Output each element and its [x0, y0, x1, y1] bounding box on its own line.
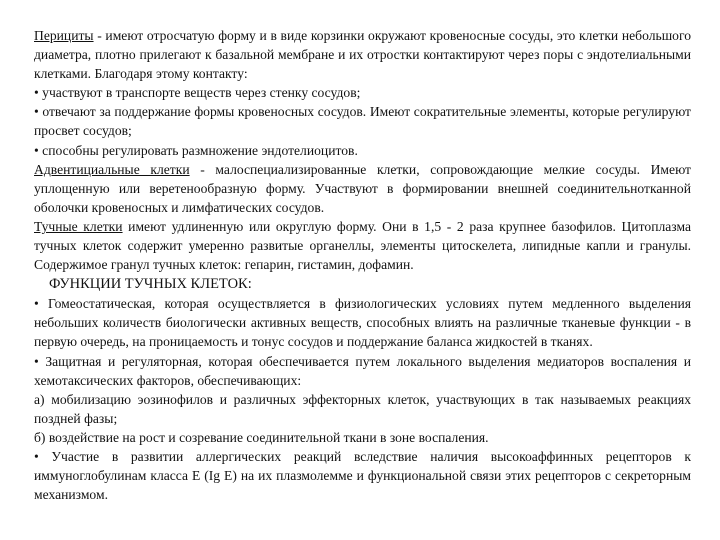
function-item: б) воздействие на рост и созревание соединительной ткани в зоне воспаления. [34, 429, 489, 445]
function-item: а) мобилизацию эозинофилов и различных эффекторных клеток, участвующих в так называемых реакциях поздней фазы; [34, 391, 691, 426]
pericytes-paragraph [34, 26, 691, 83]
adventitial-paragraph [34, 160, 691, 217]
pericytes-bullet: • участвуют в транспорте веществ через стенку сосудов; [34, 85, 361, 101]
pericytes-term: Перициты [34, 28, 94, 43]
mast-cells-term: Тучные клетки [34, 218, 123, 234]
mast-cells-text: имеют удлиненную или округлую форму. Они в 1,5 - 2 раза крупнее базофилов. Цитоплазма тучных клеток содержит умеренно развитые органеллы, элементы цитоскелета, липидные капли и гранулы. Содержимое гранул тучных клеток: гепарин, гистамин, дофамин. [34, 218, 692, 273]
pericytes-bullet: • способны регулировать размножение эндотелиоцитов. [34, 142, 358, 158]
function-item: • Гомеостатическая, которая осуществляется в физиологических условиях путем медленного выделения небольших количеств биологически активных веществ, способных влиять на различные тканевые функции - в первую очередь, на проницаемость и тонус сосудов и поддержание баланса жидкостей в тканях. [34, 296, 691, 350]
function-item: • Защитная и регуляторная, которая обеспечивается путем локального выделения медиаторов воспаления и хемотаксических факторов, обеспечивающих: [34, 353, 691, 388]
pericytes-bullet: • отвечают за поддержание формы кровеносных сосудов. Имеют сократительные элементы, которые регулируют просвет сосудов; [34, 104, 691, 139]
function-item: • Участие в развитии аллергических реакций вследствие наличия высокоаффинных рецепторов к иммуноглобулинам класса Е (Ig Е) на их плазмолемме и функциональной связи этих рецепторов с секреторным механизмом. [34, 448, 691, 503]
functions-heading: ФУНКЦИИ ТУЧНЫХ КЛЕТОК: [49, 276, 252, 293]
pericytes-text: - имеют отросчатую форму и в виде корзинки окружают кровеносные сосуды, это клетки небольшого диаметра, плотно прилегают к базальной мембране и их отростки контактируют через поры с эндотелиальными клетками. Благодаря этому контакту: [34, 28, 691, 82]
document-page [34, 26, 691, 504]
adventitial-text: - малоспециализированные клетки, сопровождающие мелкие сосуды. Имеют уплощенную или веретенообразную форму. Участвуют в формировании внешней соединительнотканной оболочки кровеносных и лимфатических сосудов. [34, 161, 691, 215]
adventitial-term: Адвентициальные клетки [34, 161, 190, 177]
mast-cells-paragraph [34, 217, 691, 274]
